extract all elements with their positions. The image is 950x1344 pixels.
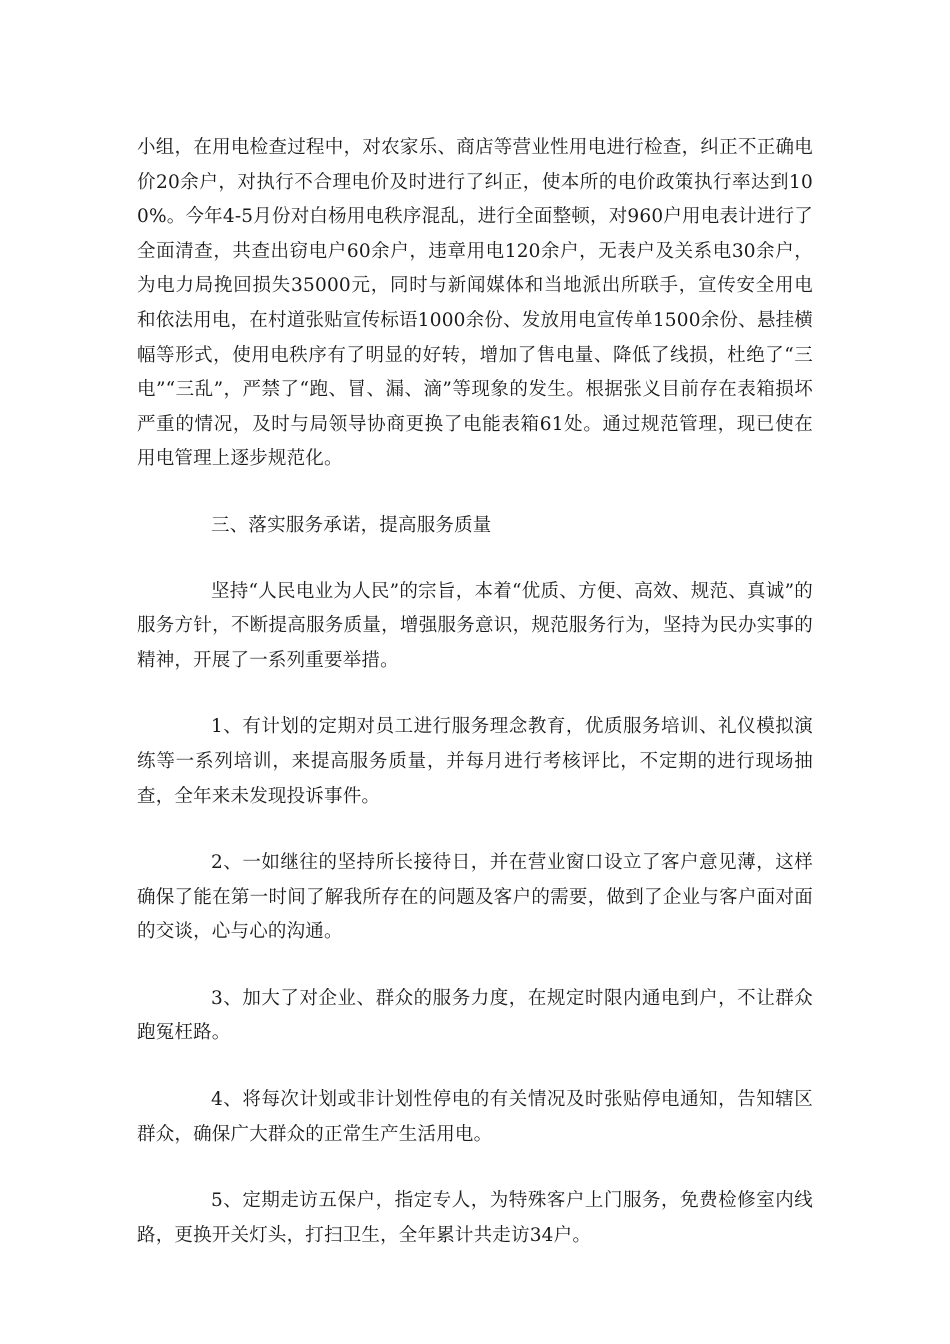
section-heading-service-commitment: 三、落实服务承诺，提高服务质量: [211, 514, 492, 536]
document-page: [137, 131, 813, 1253]
paragraph-item-3-service-effort: 3、加大了对企业、群众的服务力度，在规定时限内通电到户，不让群众跑冤枉路。: [137, 987, 813, 1044]
paragraph-service-principle: 坚持“人民电业为人民”的宗旨，本着“优质、方便、高效、规范、真诚”的服务方针，不断提高服务质量，增强服务意识，规范服务行为，坚持为民办实事的精神，开展了一系列重要举措。: [137, 580, 813, 671]
paragraph-item-4-outage-notice: 4、将每次计划或非计划性停电的有关情况及时张贴停电通知，告知辖区群众，确保广大群众的正常生产生活用电。: [137, 1089, 813, 1145]
paragraph-item-2-reception-day: 2、一如继往的坚持所长接待日，并在营业窗口设立了客户意见薄，这样确保了能在第一时间了解我所存在的问题及客户的需要，做到了企业与客户面对面的交谈，心与心的沟通。: [137, 852, 813, 943]
paragraph-item-5-home-visits: 5、定期走访五保户，指定专人，为特殊客户上门服务，免费检修室内线路，更换开关灯头，打扫卫生，全年累计共走访34户。: [137, 1190, 813, 1246]
paragraph-item-1-training: 1、有计划的定期对员工进行服务理念教育，优质服务培训、礼仪模拟演练等一系列培训，来提高服务质量，并每月进行考核评比，不定期的进行现场抽查，全年来未发现投诉事件。: [137, 716, 813, 807]
paragraph-electricity-inspection: 小组，在用电检查过程中，对农家乐、商店等营业性用电进行检查，纠正不正确电价20余户，对执行不合理电价及时进行了纠正，使本所的电价政策执行率达到100%。今年4-5月份对白杨用电秩序混乱，进行全面整顿，对960户用电表计进行了全面清查，共查出窃电户60余户，违章用电120余户，无表户及关系电30余户，为电力局挽回损失35000元，同时与新闻媒体和当地派出所联手，宣传安全用电和依法用电，在村道张贴宣传标语1000余份、发放用电宣传单1500余份、悬挂横幅等形式，使用电秩序有了明显的好转，增加了售电量、降低了线损，杜绝了“三电”“三乱”，严禁了“跑、冒、漏、滴”等现象的发生。根据张义目前存在表箱损坏严重的情况，及时与局领导协商更换了电能表箱61处。通过规范管理，现已使在用电管理上逐步规范化。: [137, 137, 813, 470]
